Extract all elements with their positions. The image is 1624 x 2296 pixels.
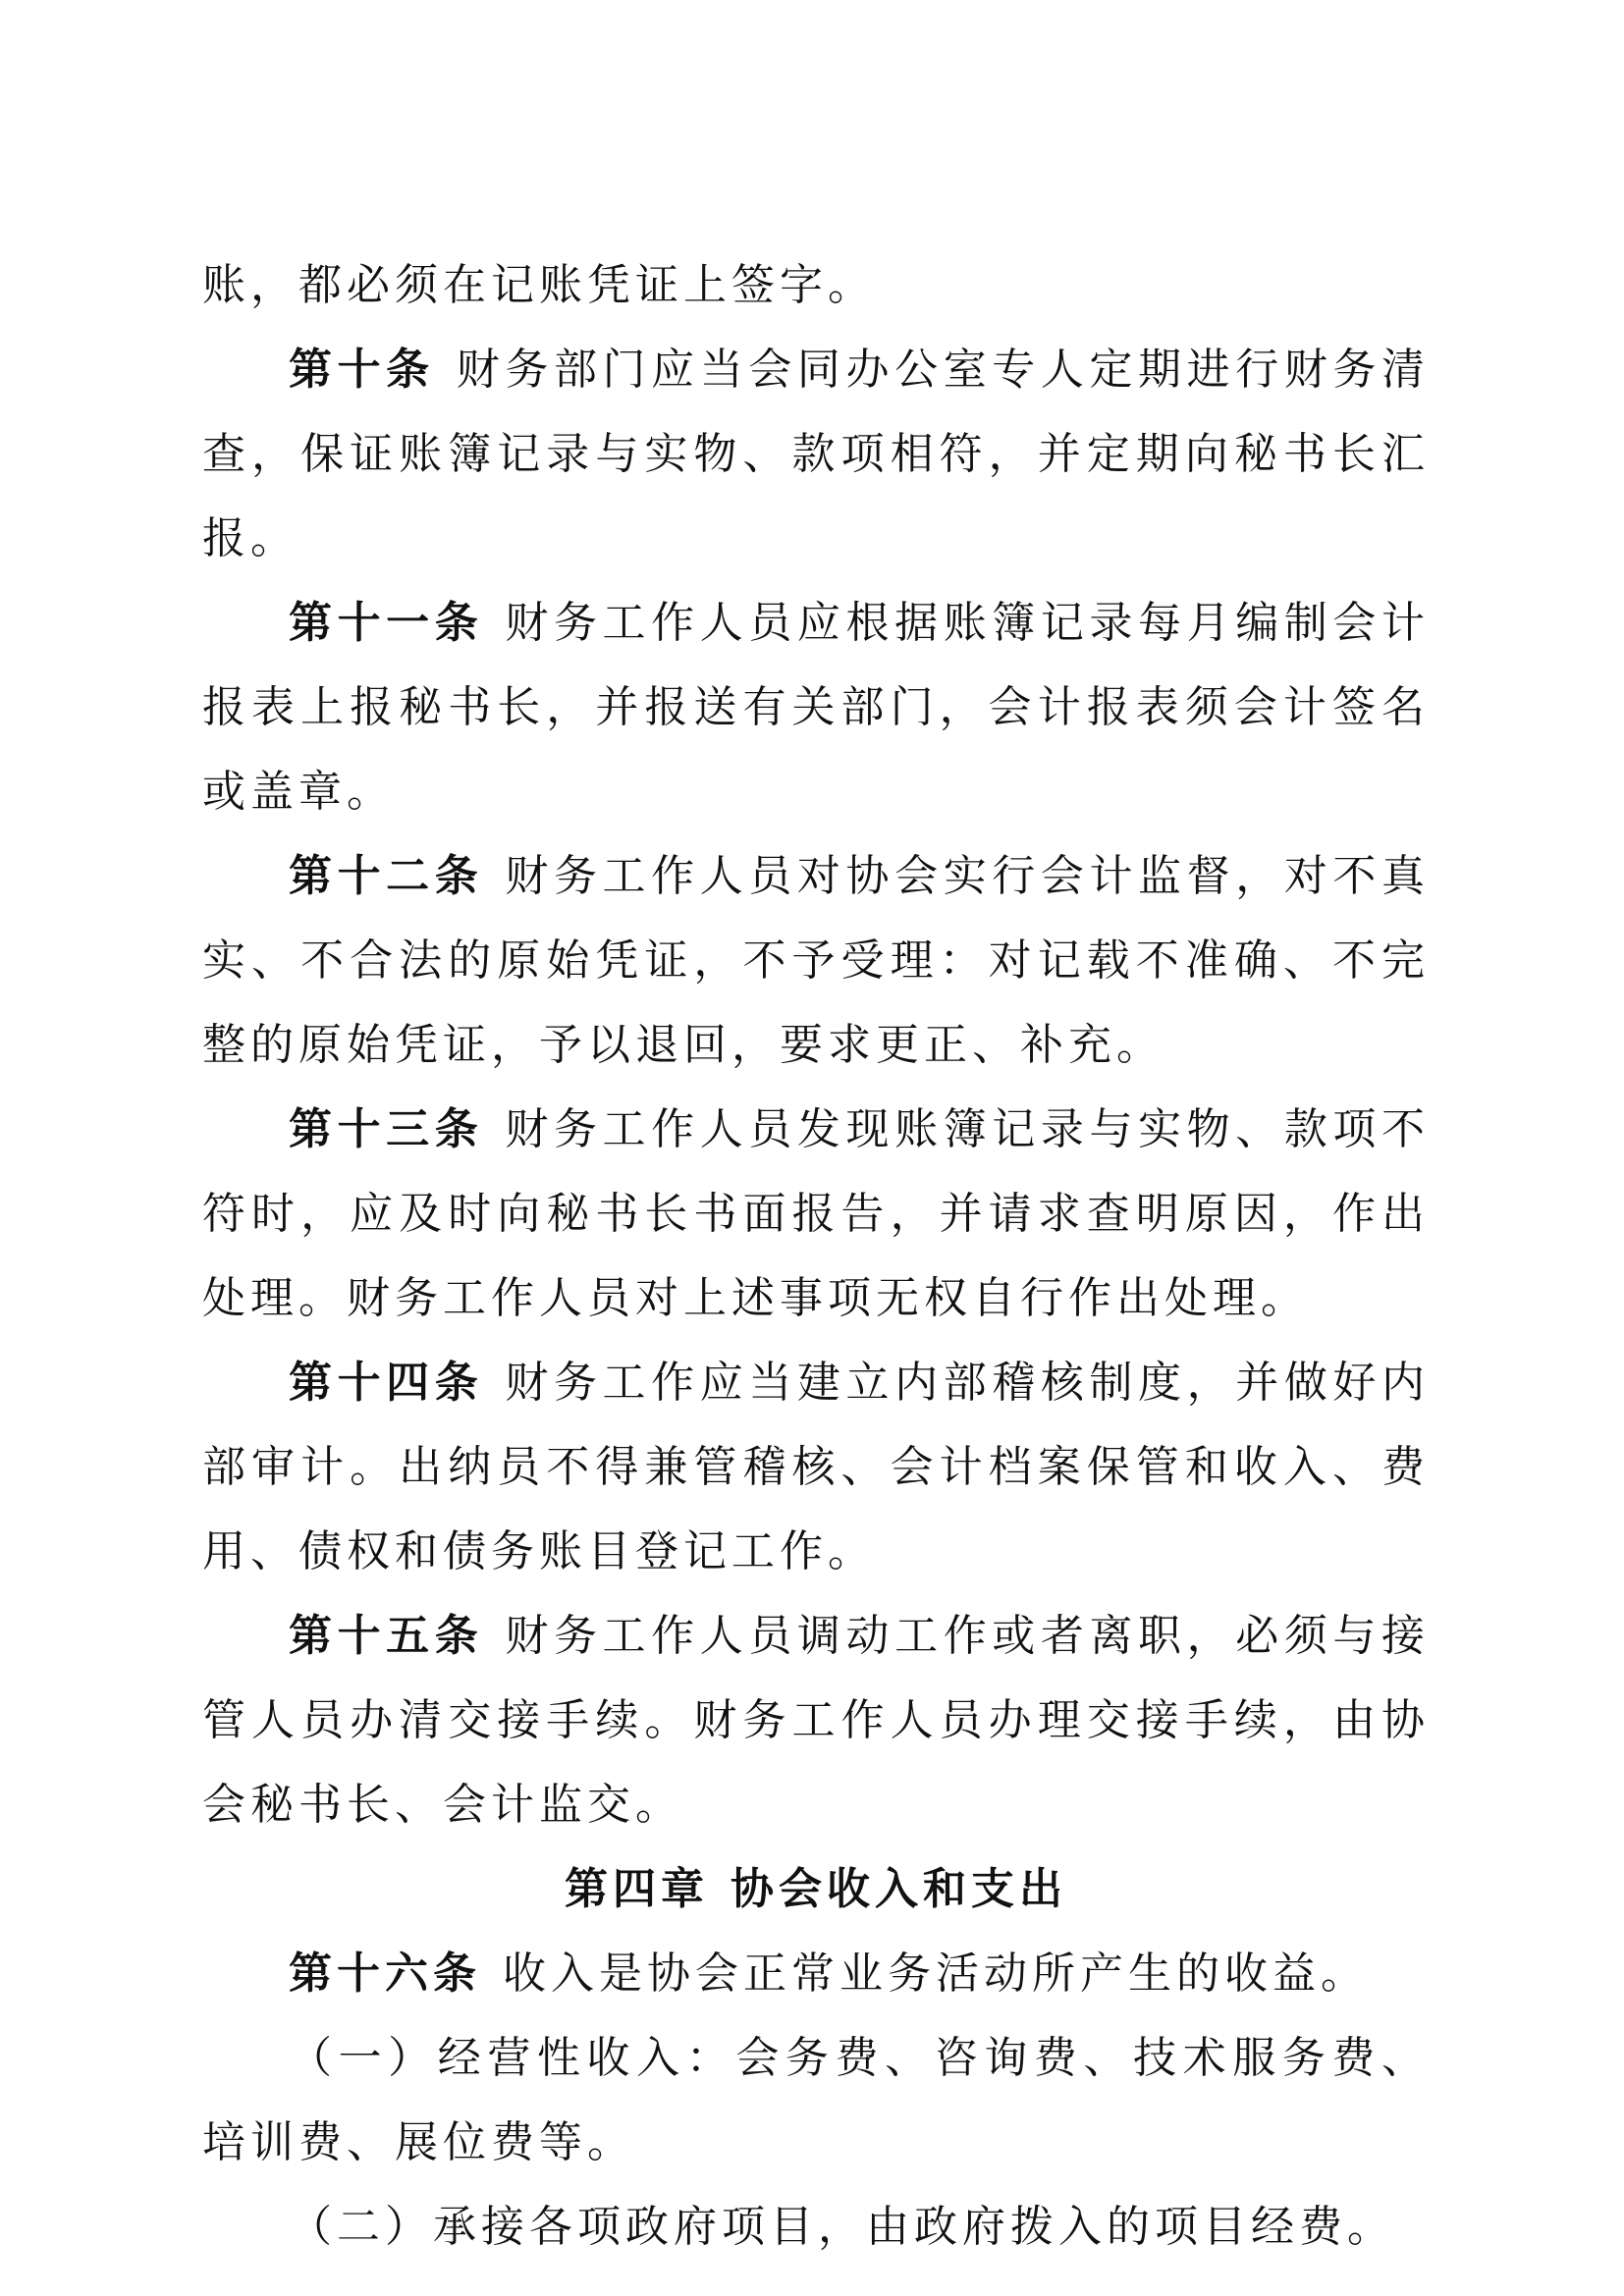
- article-label: 第十条: [289, 345, 435, 395]
- lead-paragraph: 账，都必须在记账凭证上签字。: [202, 260, 876, 310]
- article-13: [202, 1088, 1430, 1341]
- article-12: [202, 834, 1430, 1088]
- article-label: 第十四条: [289, 1358, 484, 1408]
- article-text: 财务工作人员调动工作或者离职，必须与接管人员办清交接手续。财务工作人员办理交接手续，由协会秘书长、会计监交。: [202, 1611, 1431, 1830]
- article-10: [202, 328, 1430, 581]
- article-label: 第十三条: [289, 1104, 484, 1154]
- article-text: 财务部门应当会同办公室专人定期进行财务清查，保证账簿记录与实物、款项相符，并定期向秘书长汇报。: [202, 345, 1431, 563]
- article-text: 财务工作人员应根据账簿记录每月编制会计报表上报秘书长，并报送有关部门，会计报表须会计签名或盖章。: [202, 598, 1431, 817]
- article-text: 财务工作应当建立内部稽核制度，并做好内部审计。出纳员不得兼管稽核、会计档案保管和收入、费用、债权和债务账目登记工作。: [202, 1358, 1431, 1576]
- article-15: [202, 1594, 1430, 1847]
- article-16: [202, 1932, 1430, 2016]
- chapter-number: 第四章: [565, 1864, 709, 1914]
- article-label: 第十二条: [289, 851, 484, 901]
- article-label: 第十五条: [289, 1611, 484, 1661]
- article-label: 第十一条: [289, 598, 484, 648]
- article-text: 财务工作人员发现账簿记录与实物、款项不符时，应及时向秘书长书面报告，并请求查明原因，作出处理。财务工作人员对上述事项无权自行作出处理。: [202, 1104, 1431, 1323]
- list-item-2: （二）承接各项政府项目，由政府拨入的项目经费。: [289, 2202, 1395, 2252]
- article-11: [202, 581, 1430, 834]
- article-14: [202, 1341, 1430, 1594]
- list-item-1: （一）经营性收入：会务费、咨询费、技术服务费、培训费、展位费等。: [202, 2033, 1430, 2167]
- article-text: 财务工作人员对协会实行会计监督，对不真实、不合法的原始凭证，不予受理：对记载不准确、不完整的原始凭证，予以退回，要求更正、补充。: [202, 851, 1431, 1070]
- document-body: [202, 243, 1430, 2269]
- chapter-heading: [202, 1847, 1430, 1932]
- chapter-title: 协会收入和支出: [731, 1864, 1067, 1914]
- article-text: 收入是协会正常业务活动所产生的收益。: [503, 1949, 1369, 1999]
- article-label: 第十六条: [289, 1949, 481, 1999]
